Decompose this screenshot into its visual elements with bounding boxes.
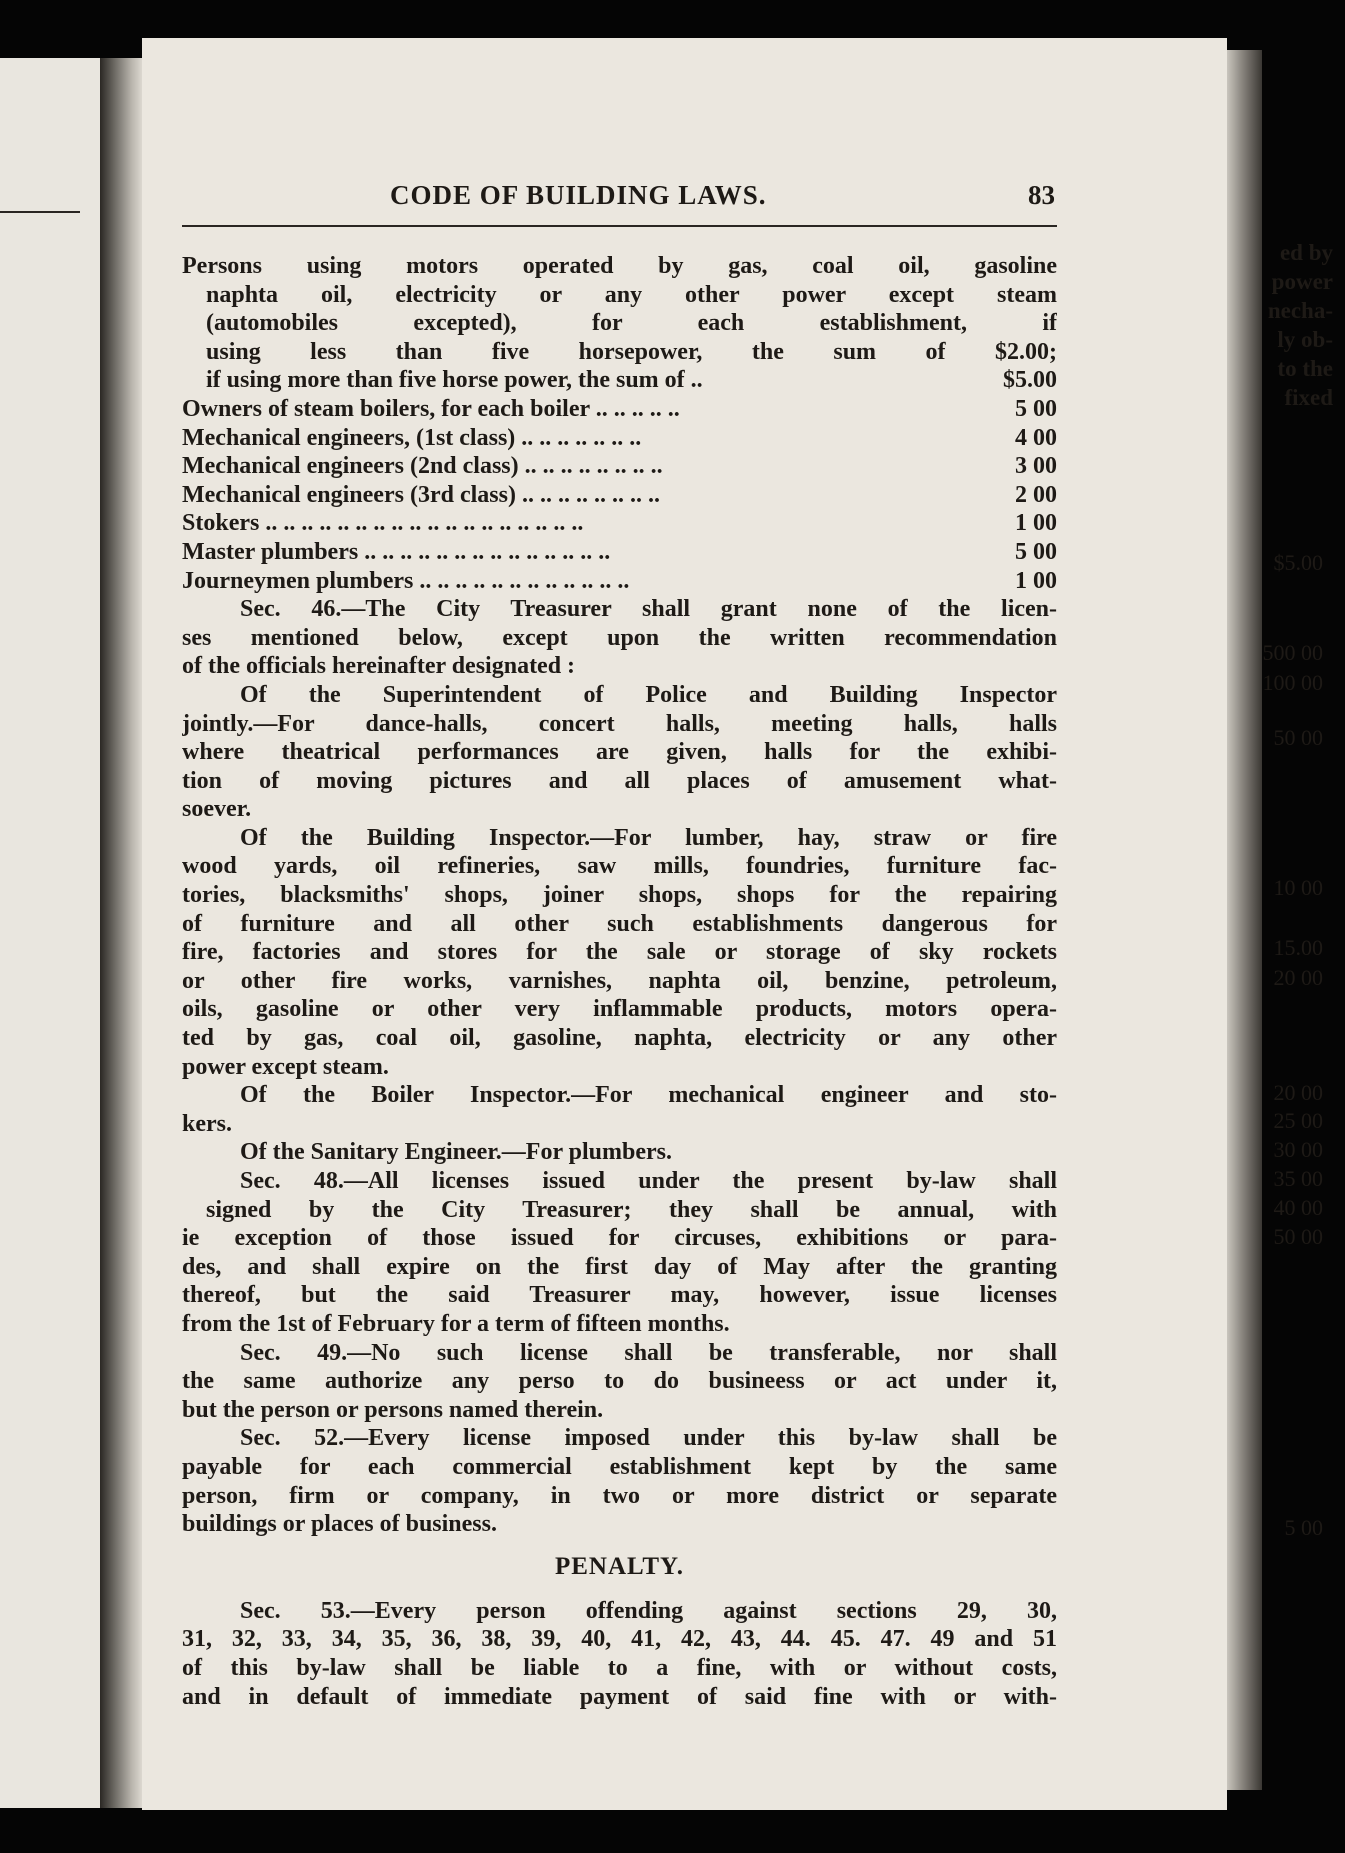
previous-page-line: ed by bbox=[1279, 240, 1333, 265]
sanitary-engineer-clause bbox=[182, 1138, 1057, 1167]
fee-label: Stokers .. .. .. .. .. .. .. .. .. .. .. .. .. .. .. .. .. .. bbox=[182, 510, 584, 537]
text-line: kers. bbox=[182, 1110, 232, 1137]
text-line: Persons using motors operated by gas, coal oil, gasoline bbox=[182, 253, 1057, 279]
fee-amount: 3 00 bbox=[1015, 453, 1057, 480]
fee-schedule bbox=[182, 366, 1057, 595]
previous-page-line: fixed bbox=[1284, 385, 1333, 410]
fee-amount: $5.00 bbox=[1003, 367, 1057, 394]
text-line: soever. bbox=[182, 796, 252, 823]
text-line: but the person or persons named therein. bbox=[182, 1396, 604, 1423]
previous-page-line: power bbox=[1271, 269, 1333, 294]
motor-licence-clause bbox=[182, 252, 1057, 366]
text-line: tories, blacksmiths' shops, joiner shops, shops for the repairing bbox=[182, 882, 1057, 909]
previous-page-amount: 500 00 bbox=[1262, 640, 1323, 665]
text-line: tion of moving pictures and all places of amusement what- bbox=[182, 767, 1057, 794]
page-edge bbox=[1227, 50, 1262, 1790]
fee-label: Journeymen plumbers .. .. .. .. .. .. .. .. .. .. .. .. bbox=[182, 567, 630, 594]
previous-page-amount: 25 00 bbox=[1273, 1108, 1323, 1133]
fee-amount: 1 00 bbox=[1015, 510, 1057, 537]
fee-label: Master plumbers .. .. .. .. .. .. .. .. .. .. .. .. .. .. bbox=[182, 538, 611, 565]
previous-page-amount: $5.00 bbox=[1273, 550, 1323, 575]
text-line: of furniture and all other such establishments dangerous for bbox=[182, 910, 1057, 937]
text-line: wood yards, oil refineries, saw mills, foundries, furniture fac- bbox=[182, 853, 1057, 880]
text-line: Sec. 53.—Every person offending against sections 29, 30, bbox=[240, 1597, 1057, 1624]
page-title: CODE OF BUILDING LAWS. bbox=[390, 180, 767, 210]
fee-amount: 5 00 bbox=[1015, 395, 1057, 422]
police-and-building-inspector-clause bbox=[182, 681, 1057, 824]
text-line: Sec. 46.—The City Treasurer shall grant none of the licen- bbox=[240, 596, 1057, 623]
section-49 bbox=[182, 1339, 1057, 1425]
text-line: where theatrical performances are given, halls for the exhibi- bbox=[182, 739, 1057, 766]
text-line: 31, 32, 33, 34, 35, 36, 38, 39, 40, 41, 42, 43, 44. 45. 47. 49 and 51 bbox=[182, 1626, 1057, 1653]
page-body bbox=[182, 252, 1057, 1711]
section-48 bbox=[182, 1167, 1057, 1339]
previous-page-amount: 20 00 bbox=[1273, 965, 1323, 990]
text-line: ie exception of those issued for circuses, exhibitions or para- bbox=[182, 1225, 1057, 1252]
text-line: ses mentioned below, except upon the written recommendation bbox=[182, 624, 1057, 651]
previous-page-line: ly ob- bbox=[1277, 327, 1333, 352]
text-line: des, and shall expire on the first day of May after the granting bbox=[182, 1253, 1057, 1280]
previous-page-amount: 15.00 bbox=[1273, 935, 1323, 960]
section-46 bbox=[182, 595, 1057, 681]
fee-label: Mechanical engineers, (1st class) .. .. .. .. .. .. .. bbox=[182, 424, 642, 451]
text-line: person, firm or company, in two or more district or separate bbox=[182, 1482, 1057, 1509]
header-rule bbox=[182, 225, 1057, 227]
previous-page-amount: 35 00 bbox=[1273, 1166, 1323, 1191]
previous-page-rule bbox=[0, 211, 80, 213]
fee-row bbox=[182, 452, 1057, 481]
previous-page-amount: 40 00 bbox=[1273, 1195, 1323, 1220]
fee-row bbox=[182, 538, 1057, 567]
text-line: Of the Boiler Inspector.—For mechanical engineer and sto- bbox=[240, 1082, 1057, 1109]
fee-label: if using more than five horse power, the sum of .. bbox=[206, 367, 703, 394]
text-line: of this by-law shall be liable to a fine, with or without costs, bbox=[182, 1654, 1057, 1681]
section-53 bbox=[182, 1597, 1057, 1711]
penalty-heading: PENALTY. bbox=[554, 1552, 685, 1580]
fee-amount: 4 00 bbox=[1015, 424, 1057, 451]
text-line: jointly.—For dance-halls, concert halls, meeting halls, halls bbox=[182, 710, 1057, 737]
fee-row bbox=[182, 366, 1057, 395]
fee-row bbox=[182, 509, 1057, 538]
running-header bbox=[180, 180, 1055, 220]
text-line: of the officials hereinafter designated : bbox=[182, 653, 576, 680]
section-52 bbox=[182, 1424, 1057, 1538]
book-gutter bbox=[100, 58, 142, 1808]
text-line: or other fire works, varnishes, naphta oil, benzine, petroleum, bbox=[182, 967, 1057, 994]
previous-page-line: to the bbox=[1277, 356, 1333, 381]
fee-label: Owners of steam boilers, for each boiler .. .. .. .. .. bbox=[182, 395, 680, 422]
text-line: Of the Superintendent of Police and Building Inspector bbox=[240, 681, 1057, 708]
text-line: oils, gasoline or other very inflammable products, motors opera- bbox=[182, 996, 1057, 1023]
text-line: thereof, but the said Treasurer may, however, issue licenses bbox=[182, 1282, 1057, 1309]
text-line: fire, factories and stores for the sale or storage of sky rockets bbox=[182, 939, 1057, 966]
previous-page-amount: 30 00 bbox=[1273, 1137, 1323, 1162]
text-line: Of the Sanitary Engineer.—For plumbers. bbox=[240, 1139, 673, 1166]
previous-page-amount: 50 00 bbox=[1273, 1224, 1323, 1249]
fee-amount: 2 00 bbox=[1015, 481, 1057, 508]
previous-page-amount: 100 00 bbox=[1262, 670, 1323, 695]
text-line: payable for each commercial establishment kept by the same bbox=[182, 1453, 1057, 1480]
text-line: Sec. 48.—All licenses issued under the present by-law shall bbox=[240, 1168, 1057, 1194]
text-line: from the 1st of February for a term of fifteen months. bbox=[182, 1310, 730, 1337]
previous-page bbox=[0, 58, 100, 1808]
text-line: Of the Building Inspector.—For lumber, hay, straw or fire bbox=[240, 824, 1057, 851]
text-line: signed by the City Treasurer; they shall be annual, with bbox=[206, 1196, 1057, 1223]
boiler-inspector-clause bbox=[182, 1081, 1057, 1138]
previous-page-amount: 50 00 bbox=[1273, 725, 1323, 750]
text-line: using less than five horsepower, the sum of $2.00; bbox=[206, 338, 1057, 365]
fee-row bbox=[182, 395, 1057, 424]
page-number: 83 bbox=[1028, 180, 1055, 210]
previous-page-amount: 5 00 bbox=[1284, 1515, 1323, 1540]
text-line: Sec. 52.—Every license imposed under this by-law shall be bbox=[240, 1425, 1057, 1452]
fee-row bbox=[182, 567, 1057, 596]
text-line: the same authorize any perso to do busineess or act under it, bbox=[182, 1368, 1057, 1395]
text-line: naphta oil, electricity or any other power except steam bbox=[206, 281, 1057, 308]
fee-amount: 1 00 bbox=[1015, 567, 1057, 594]
text-line: (automobiles excepted), for each establishment, if bbox=[206, 310, 1057, 337]
text-line: and in default of immediate payment of said fine with or with- bbox=[182, 1683, 1057, 1710]
fee-row bbox=[182, 481, 1057, 510]
previous-page-amount: 20 00 bbox=[1273, 1080, 1323, 1105]
text-line: ted by gas, coal oil, gasoline, naphta, electricity or any other bbox=[182, 1025, 1057, 1052]
text-line: Sec. 49.—No such license shall be transferable, nor shall bbox=[240, 1339, 1057, 1366]
building-inspector-clause bbox=[182, 824, 1057, 1081]
fee-row bbox=[182, 424, 1057, 453]
text-line: buildings or places of business. bbox=[182, 1511, 497, 1538]
previous-page-amount: 10 00 bbox=[1273, 875, 1323, 900]
fee-amount: 5 00 bbox=[1015, 538, 1057, 565]
fee-label: Mechanical engineers (3rd class) .. .. .. .. .. .. .. .. bbox=[182, 481, 660, 508]
fee-label: Mechanical engineers (2nd class) .. .. .. .. .. .. .. .. bbox=[182, 453, 663, 480]
previous-page-line: necha- bbox=[1267, 298, 1333, 323]
text-line: power except steam. bbox=[182, 1053, 389, 1080]
